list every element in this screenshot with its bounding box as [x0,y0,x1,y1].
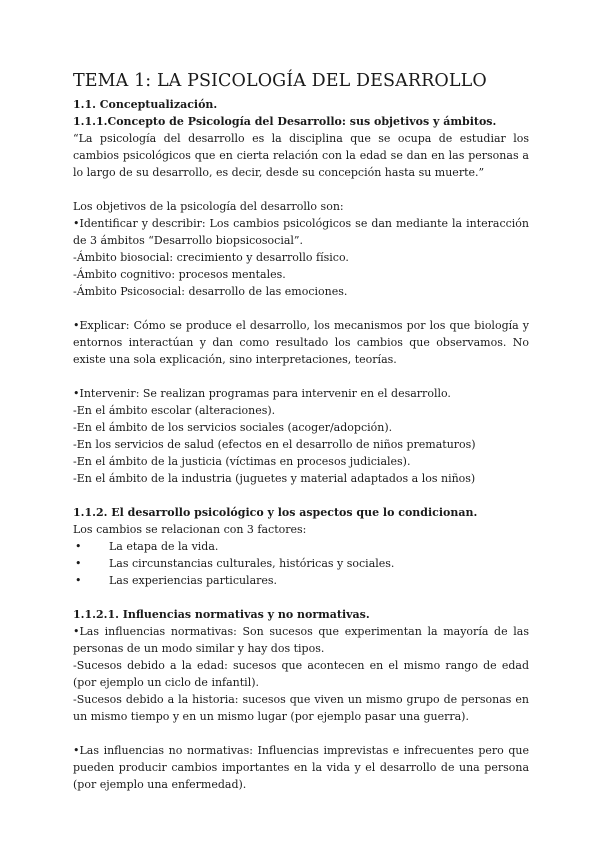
objective-explain: •Explicar: Cómo se produce el desarrollo, los mecanismos por los que biología y entornos interactúan y dan como resultado los cambios que observamos. No existe una sola explicación, sino interpretaciones, teorías. [73,319,529,366]
list-item [73,555,529,572]
objective-identify: •Identificar y describir: Los cambios psicológicos se dan mediante la interacción de 3 ámbitos “Desarrollo biopsicosocial”. [73,217,529,247]
normative-influences: •Las influencias normativas: Son sucesos que experimentan la mayoría de las personas de un modo similar y hay dos tipos. [73,625,529,655]
factor-text: Las circunstancias culturales, históricas y sociales. [109,557,395,570]
factors-intro: Los cambios se relacionan con 3 factores: [73,523,307,536]
intervention-item: -En el ámbito escolar (alteraciones). [73,404,276,417]
intervention-item: -En los servicios de salud (efectos en el desarrollo de niños prematuros) [73,438,476,451]
bullet: • [75,557,82,570]
list-item [73,572,529,589]
definition-quote: “La psicología del desarrollo es la disciplina que se ocupa de estudiar los cambios psicológicos que en cierta relación con la edad se dan en las personas a lo largo de su desarrollo, es decir, desde su concepción hasta su muerte.” [73,132,529,179]
subsubsection-heading: 1.1.2.1. Influencias normativas y no normativas. [73,608,370,621]
bullet: • [75,540,82,553]
intervention-item: -En el ámbito de la justicia (víctimas en procesos judiciales). [73,455,411,468]
objectives-intro: Los objetivos de la psicología del desarrollo son: [73,200,344,213]
page-title: TEMA 1: LA PSICOLOGÍA DEL DESARROLLO [73,71,487,91]
factor-text: La etapa de la vida. [109,540,219,553]
subsection-heading: 1.1.2. El desarrollo psicológico y los aspectos que lo condicionan. [73,506,478,519]
section-heading: 1.1. Conceptualización. [73,98,218,111]
bullet: • [75,574,82,587]
history-events: -Sucesos debido a la historia: sucesos que viven un mismo grupo de personas en un mismo tiempo y en un mismo lugar (por ejemplo pasar una guerra). [73,693,529,723]
list-item [73,538,529,555]
subsection-heading: 1.1.1.Concepto de Psicología del Desarrollo: sus objetivos y ámbitos. [73,115,497,128]
non-normative-influences: •Las influencias no normativas: Influencias imprevistas e infrecuentes pero que pueden producir cambios importantes en la vida y el desarrollo de una persona (por ejemplo una enfermedad). [73,744,529,791]
domain-cognitive: -Ámbito cognitivo: procesos mentales. [73,268,286,281]
intervention-item: -En el ámbito de la industria (juguetes y material adaptados a los niños) [73,472,476,485]
domain-biosocial: -Ámbito biosocial: crecimiento y desarrollo físico. [73,251,349,264]
factor-text: Las experiencias particulares. [109,574,278,587]
age-events: -Sucesos debido a la edad: sucesos que acontecen en el mismo rango de edad (por ejemplo un ciclo de infantil). [73,659,529,689]
domain-psychosocial: -Ámbito Psicosocial: desarrollo de las emociones. [73,285,348,298]
objective-intervene: •Intervenir: Se realizan programas para intervenir en el desarrollo. [73,387,451,400]
document-body [73,70,529,793]
intervention-item: -En el ámbito de los servicios sociales (acoger/adopción). [73,421,393,434]
